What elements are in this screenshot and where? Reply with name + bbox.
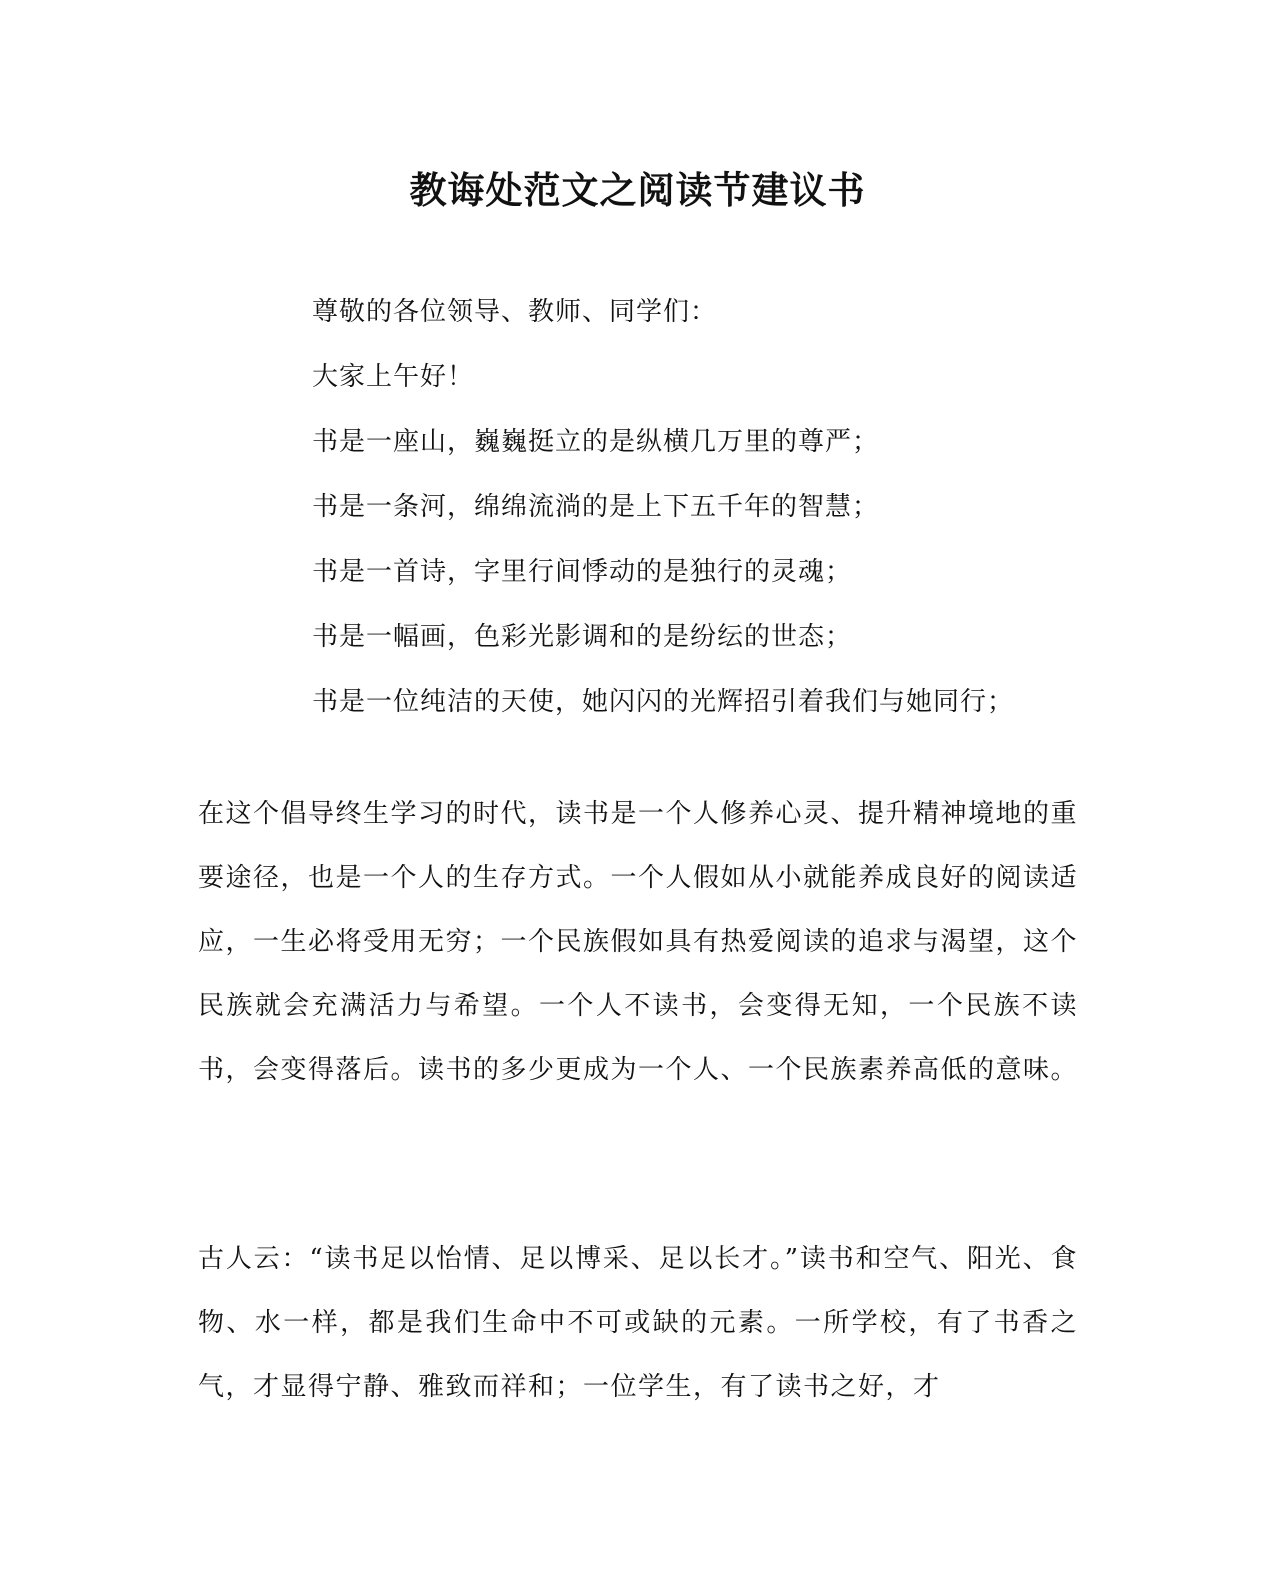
verse-block [312, 280, 1014, 735]
body-paragraph: 在这个倡导终生学习的时代，读书是一个人修养心灵、提升精神境地的重要途径，也是一个人的生存方式。一个人假如从小就能养成良好的阅读适应，一生必将受用无穷；一个民族假如具有热爱阅读的追求与渴望，这个民族就会充满活力与希望。一个人不读书，会变得无知，一个民族不读书，会变得落后。读书的多少更成为一个人、一个民族素养高低的意味。 [198, 799, 1079, 1085]
body-paragraph: 古人云：“读书足以怡情、足以博采、足以长才。”读书和空气、阳光、食物、水一样，都是我们生命中不可或缺的元素。一所学校，有了书香之气，才显得宁静、雅致而祥和；一位学生，有了读书之好，才 [198, 1244, 1078, 1402]
verse-line: 书是一座山，巍巍挺立的是纵横几万里的尊严； [312, 427, 880, 457]
verse-line: 书是一幅画，色彩光影调和的是纷纭的世态； [312, 622, 853, 652]
salutation-line: 大家上午好！ [312, 362, 475, 392]
verse-line: 书是一位纯洁的天使，她闪闪的光辉招引着我们与她同行； [312, 687, 1015, 717]
greeting-line: 尊敬的各位领导、教师、同学们： [312, 297, 718, 327]
document-title: 教诲处范文之阅读节建议书 [409, 168, 866, 212]
verse-line: 书是一条河，绵绵流淌的是上下五千年的智慧； [312, 492, 880, 522]
verse-line: 书是一首诗，字里行间悸动的是独行的灵魂； [312, 557, 853, 587]
